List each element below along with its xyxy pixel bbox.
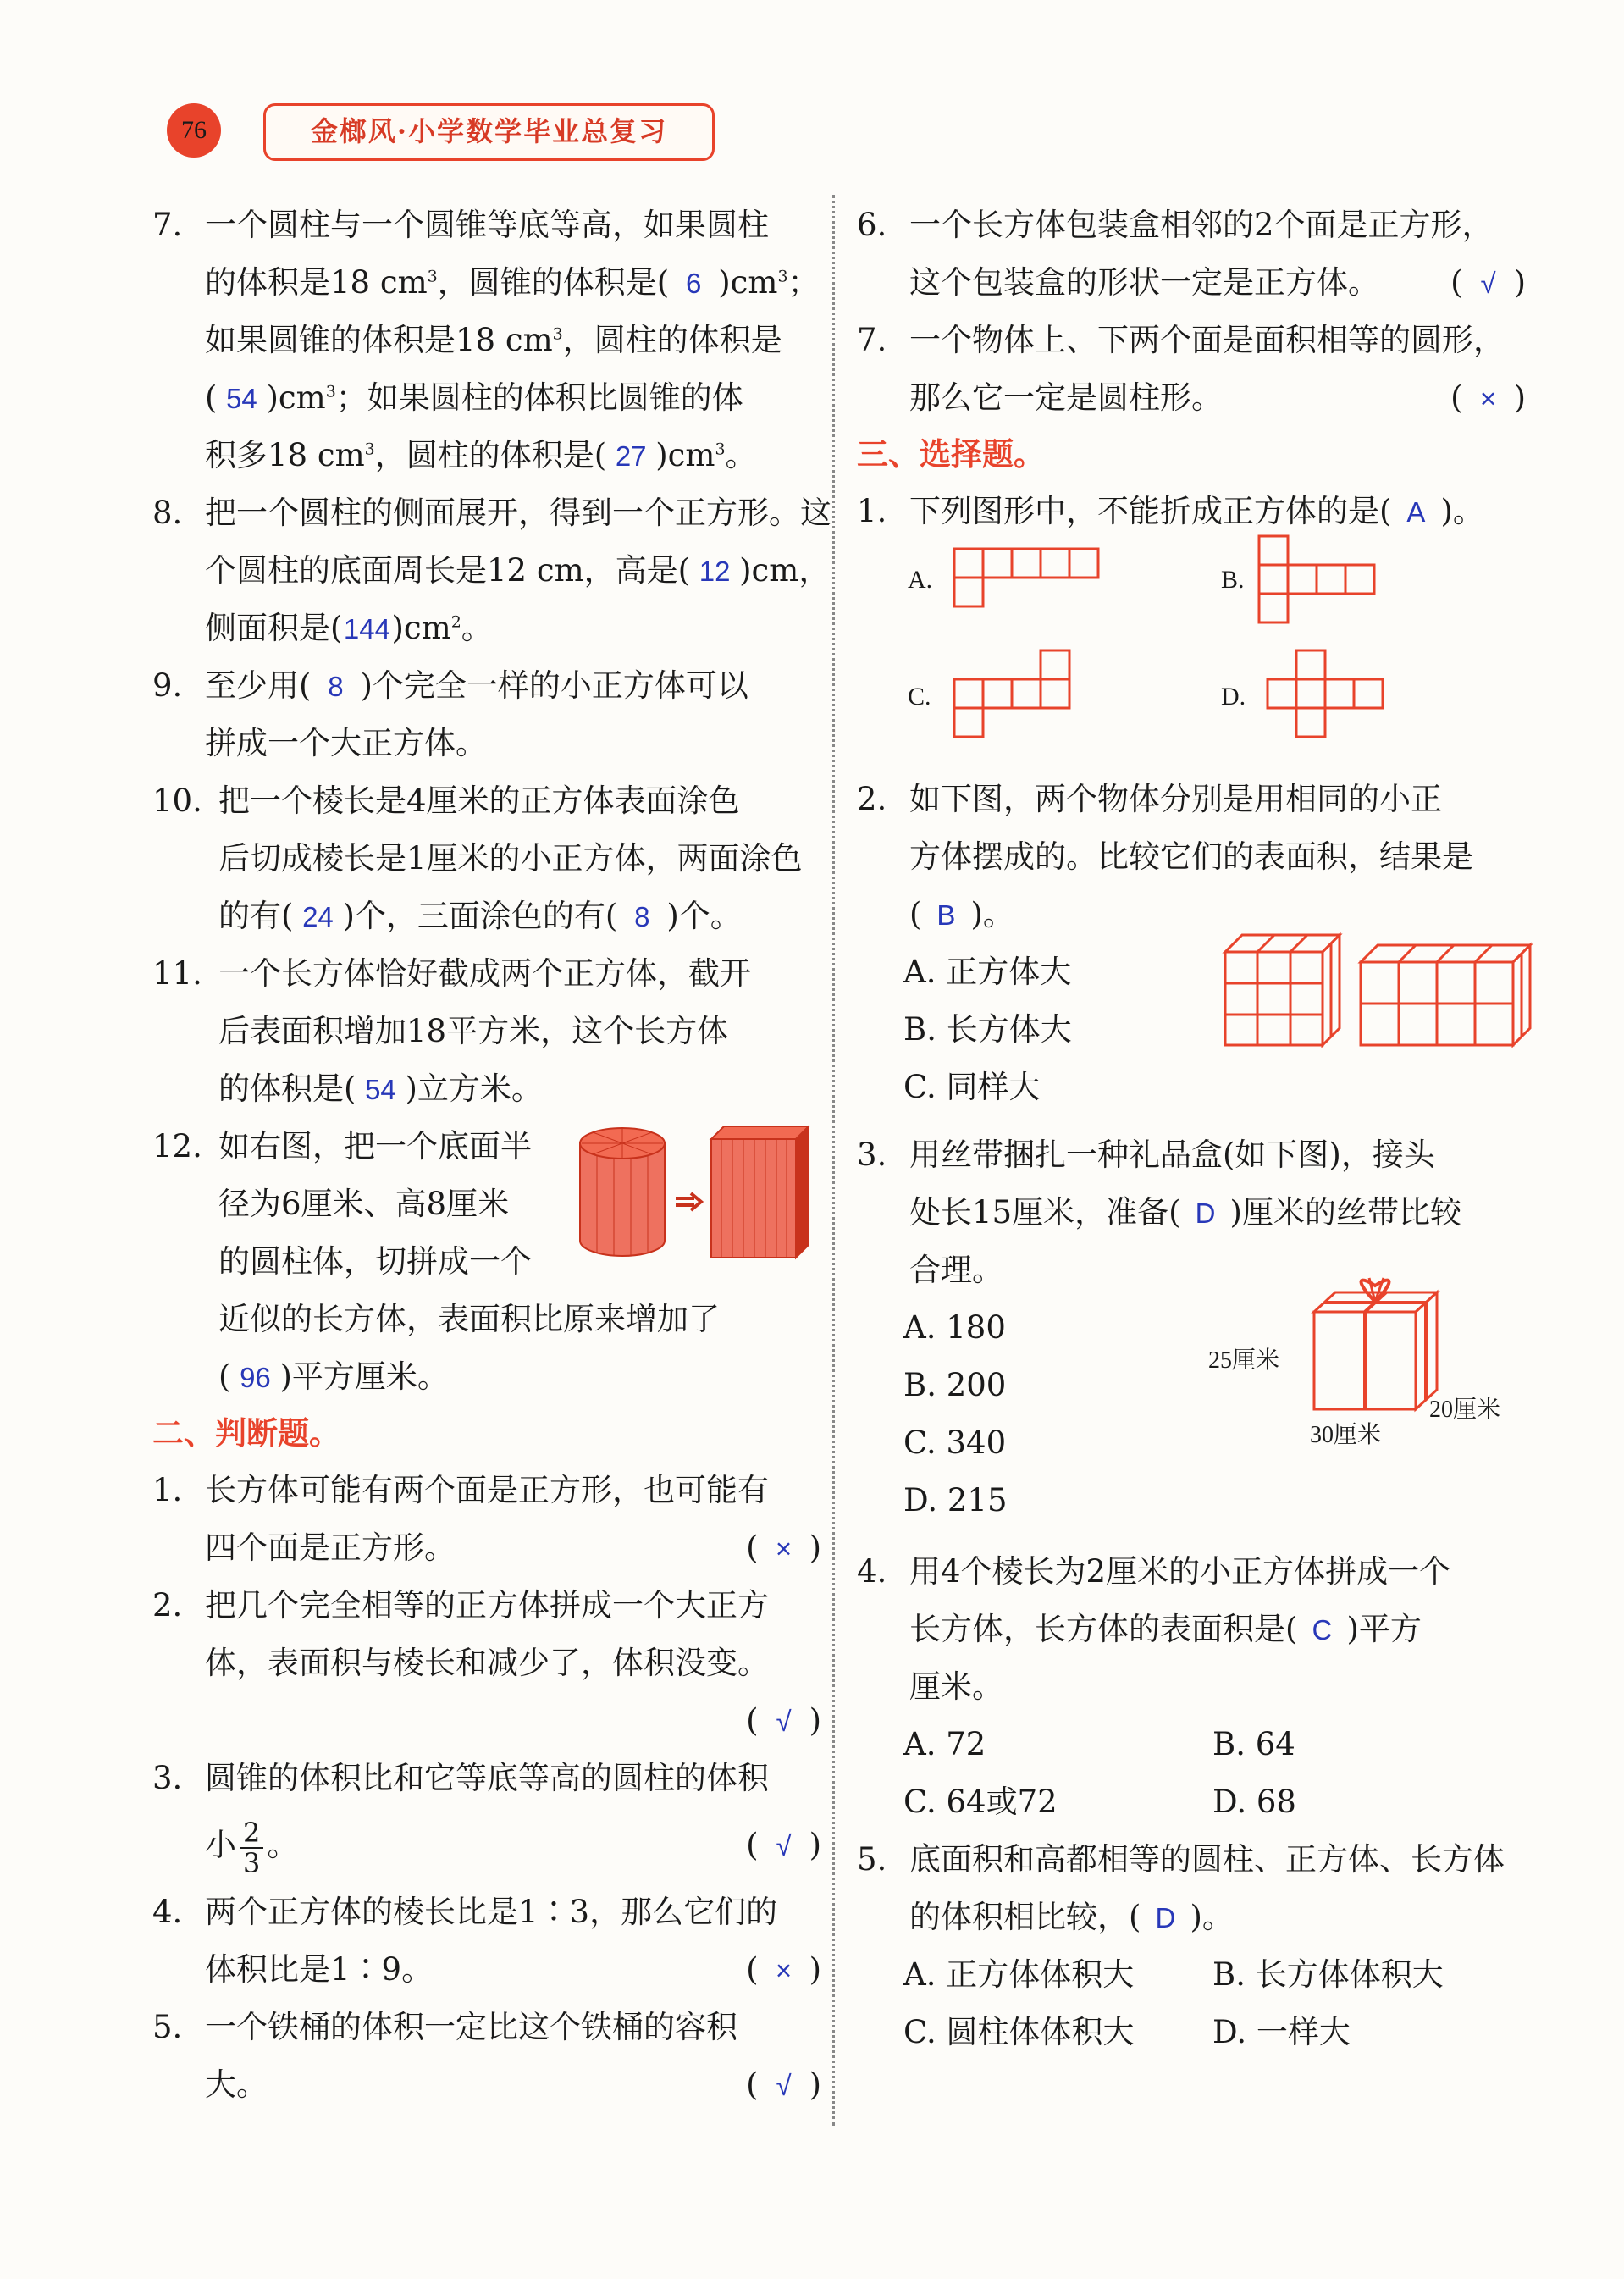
section-choice-title: 三、选择题。 xyxy=(857,436,1045,473)
cube-stacks-figure xyxy=(1225,935,1530,1045)
net-b-label: B. xyxy=(1221,566,1245,594)
fill-q7-line1: 7. 一个圆柱与一个圆锥等底等高，如果圆柱 xyxy=(152,207,769,243)
option: B. 64 xyxy=(1212,1726,1295,1762)
option: B. 长方体体积大 xyxy=(1212,1956,1444,1993)
judge-q4-line1: 4. 两个正方体的棱长比是1∶3，那么它们的 xyxy=(152,1894,778,1930)
choice-q2-line1: 2. 如下图，两个物体分别是用相同的小正 xyxy=(857,781,1442,817)
option-row xyxy=(857,1946,1526,2004)
fill-q12-line5: ( 96 )平方厘米。 xyxy=(152,1348,821,1406)
option: C. 同样大 xyxy=(903,1069,1041,1105)
answer: × xyxy=(775,1533,793,1564)
column-divider xyxy=(832,195,835,2126)
option: B. 长方体大 xyxy=(903,1011,1072,1048)
answer: A xyxy=(1406,496,1426,528)
choice-q4-line2: 长方体，长方体的表面积是( C )平方 xyxy=(857,1601,1526,1658)
right-column xyxy=(857,196,1526,2061)
option-row xyxy=(857,1716,1526,1773)
option-row xyxy=(857,1773,1526,1831)
option: A. 正方体体积大 xyxy=(903,1956,1135,1993)
fill-q11-line3: 的体积是( 54 )立方米。 xyxy=(152,1060,821,1118)
judge-q6-line2: 这个包装盒的形状一定是正方体。 ( √ ) xyxy=(857,254,1526,312)
choice-q1-line1: 1. 下列图形中，不能折成正方体的是( A )。 xyxy=(857,483,1526,540)
net-d-label: D. xyxy=(1221,683,1246,711)
book-title: 金榔风·小学数学毕业总复习 xyxy=(263,103,715,161)
judge-q2-line3: ( √ ) xyxy=(152,1692,821,1750)
choice-q2-options-block xyxy=(857,943,1526,1126)
cube-nets-figure xyxy=(857,540,1526,771)
answer: 144 xyxy=(343,613,390,644)
answer: √ xyxy=(1480,268,1496,299)
fraction: $\frac{2}{3}$ xyxy=(240,1818,263,1878)
choice-q3-line2: 处长15厘米，准备( D )厘米的丝带比较 xyxy=(857,1184,1526,1242)
fill-q9-line2: 拼成一个大正方体。 xyxy=(205,725,487,761)
option: D. 215 xyxy=(903,1482,1008,1518)
judge-q1-line1: 1. 长方体可能有两个面是正方形，也可能有 xyxy=(152,1472,769,1508)
judge-q6-line1: 6. 一个长方体包装盒相邻的2个面是正方形， xyxy=(857,207,1494,243)
fill-q12-line1: 12. 如右图，把一个底面半 xyxy=(152,1128,532,1164)
net-c xyxy=(954,650,1081,744)
judge-q4-line2: 体积比是1∶9。 ( × ) xyxy=(152,1941,821,1999)
option: C. 340 xyxy=(903,1424,1007,1461)
cylinder-shape xyxy=(580,1128,665,1256)
fill-q7-line5: 积多18 $cm^3$，圆柱的体积是( 27 )$cm^3$。 xyxy=(152,427,821,484)
judge-q5-line1: 5. 一个铁桶的体积一定比这个铁桶的容积 xyxy=(152,2009,737,2045)
choice-q2-line3: ( B )。 xyxy=(857,886,1526,943)
gift-box-figure xyxy=(1306,1274,1441,1418)
choice-q3-options-block xyxy=(857,1299,1526,1543)
answer: √ xyxy=(776,1706,792,1737)
box-height-label: 25厘米 xyxy=(1208,1347,1280,1374)
choice-q3-line1: 3. 用丝带捆扎一种礼品盒(如下图)，接头 xyxy=(857,1137,1435,1173)
answer: 8 xyxy=(634,901,650,932)
net-a-label: A. xyxy=(908,566,933,594)
choice-q2-line2: 方体摆成的。比较它们的表面积，结果是 xyxy=(909,838,1473,875)
fill-q10-line1: 10. 把一个棱长是4厘米的正方体表面涂色 xyxy=(152,783,740,819)
net-b xyxy=(1259,536,1386,629)
choice-q4-line1: 4. 用4个棱长为2厘米的小正方体拼成一个 xyxy=(857,1553,1451,1590)
net-c-label: C. xyxy=(908,683,931,711)
option: D. 68 xyxy=(1212,1784,1296,1820)
judge-q3-line1: 3. 圆锥的体积比和它等底等高的圆柱的体积 xyxy=(152,1760,769,1796)
judge-q5-line2: 大。 ( √ ) xyxy=(152,2056,821,2114)
answer: × xyxy=(1479,383,1497,414)
section-judgement-title: 二、判断题。 xyxy=(152,1415,340,1452)
judge-q2-line2: 体，表面积与棱长和减少了，体积没变。 xyxy=(205,1645,769,1681)
choice-q4-line3: 厘米。 xyxy=(909,1668,1003,1705)
judge-q2-line1: 2. 把几个完全相等的正方体拼成一个大正方 xyxy=(152,1587,769,1624)
judge-q3-line2: 小 $\frac{2}{3}$ 。 ( √ ) xyxy=(152,1807,821,1883)
option: A. 正方体大 xyxy=(903,954,1072,990)
answer: √ xyxy=(776,2070,792,2101)
box-length-label: 30厘米 xyxy=(1310,1422,1382,1448)
arrow-icon xyxy=(676,1193,701,1210)
option: C. 64或72 xyxy=(903,1784,1058,1820)
option: B. 200 xyxy=(903,1367,1007,1403)
option-row xyxy=(857,2004,1526,2061)
answer: 8 xyxy=(328,671,344,702)
answer: 27 xyxy=(615,440,647,472)
choice-q3-line3: 合理。 xyxy=(909,1252,1003,1288)
cuboid-shape xyxy=(711,1126,809,1258)
answer: D xyxy=(1195,1198,1216,1229)
answer: D xyxy=(1155,1902,1176,1933)
fill-q7-line4: ( 54 )$cm^3$；如果圆柱的体积比圆锥的体 xyxy=(152,369,821,427)
fill-q9-line1: 9. 至少用( 8 )个完全一样的小正方体可以 xyxy=(152,657,821,715)
fill-q7-line3: 如果圆锥的体积是18 $cm^3$，圆柱的体积是 xyxy=(205,322,782,358)
fill-q12-line3: 的圆柱体，切拼成一个 xyxy=(218,1243,532,1280)
fill-q8-line3: 侧面积是$(144)cm^2$。 xyxy=(152,600,821,657)
answer: × xyxy=(775,1955,793,1986)
judge-q1-line2: 四个面是正方形。 ( × ) xyxy=(152,1519,821,1577)
answer: 54 xyxy=(365,1074,396,1105)
answer: 6 xyxy=(686,268,702,299)
fill-q7-line2: 的体积是18 $cm^3$，圆锥的体积是( 6 )$cm^3$； xyxy=(152,254,821,312)
answer: 54 xyxy=(226,383,257,414)
box-width-label: 20厘米 xyxy=(1429,1397,1501,1423)
choice-q5-line1: 5. 底面积和高都相等的圆柱、正方体、长方体 xyxy=(857,1841,1505,1878)
option: C. 圆柱体体积大 xyxy=(903,2014,1135,2050)
answer: C xyxy=(1312,1614,1333,1646)
answer: 12 xyxy=(699,556,731,587)
net-a xyxy=(954,549,1107,617)
option: A. 180 xyxy=(903,1309,1006,1346)
judge-q7-line1: 7. 一个物体上、下两个面是面积相等的圆形， xyxy=(857,322,1505,358)
option: D. 一样大 xyxy=(1212,2014,1351,2050)
answer: √ xyxy=(776,1830,792,1861)
judge-q7-line2: 那么它一定是圆柱形。 ( × ) xyxy=(857,369,1526,427)
fill-q11-line2: 后表面积增加18平方米，这个长方体 xyxy=(218,1013,729,1049)
page-number: 76 xyxy=(167,103,221,158)
fill-q8-line2: 个圆柱的底面周长是12 cm，高是( 12 )cm， xyxy=(152,542,821,600)
fill-q11-line1: 11. 一个长方体恰好截成两个正方体，截开 xyxy=(152,955,751,992)
net-d xyxy=(1268,650,1395,744)
fill-q10-line3: 的有( 24 )个，三面涂色的有( 8 )个。 xyxy=(152,888,821,945)
answer: 96 xyxy=(240,1362,271,1393)
fill-q12-line2: 径为6厘米、高8厘米 xyxy=(218,1186,510,1222)
fill-q10-line2: 后切成棱长是1厘米的小正方体，两面涂色 xyxy=(218,840,803,877)
answer: B xyxy=(936,899,956,931)
choice-q5-line2: 的体积相比较，( D )。 xyxy=(857,1889,1526,1946)
fill-q12-line4: 近似的长方体，表面积比原来增加了 xyxy=(218,1301,720,1337)
answer: 24 xyxy=(302,901,334,932)
option: A. 72 xyxy=(903,1726,986,1762)
fill-q8-line1: 8. 把一个圆柱的侧面展开，得到一个正方形。这 xyxy=(152,495,831,531)
cylinder-to-cuboid-figure xyxy=(576,1122,821,1270)
